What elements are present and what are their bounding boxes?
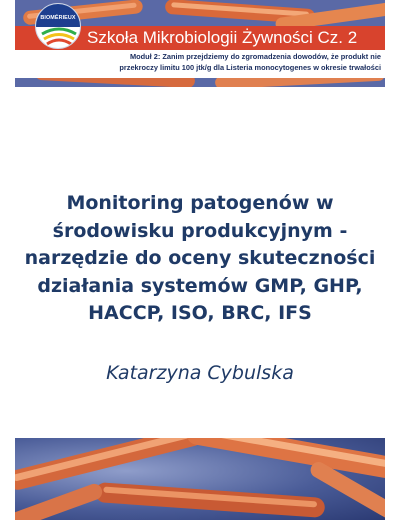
title-line-3: narzędzie do oceny skuteczności (24, 247, 376, 269)
footer-banner (15, 438, 385, 520)
presentation-title (20, 190, 380, 328)
biomerieux-logo (35, 3, 81, 49)
title-line-4: działania systemów GMP, GHP, (37, 274, 363, 297)
series-title: Szkoła Mikrobiologii Żywności Cz. 2 (87, 28, 358, 47)
author-name: Katarzyna Cybulska (106, 362, 294, 384)
module-subtitle-line-2: przekroczy limitu 100 jtk/g dla Listeria monocytogenes w okresie trwałości (119, 62, 381, 72)
title-line-1: Monitoring patogenów w (66, 192, 334, 214)
logo-text: BIOMÉRIEUX (40, 15, 76, 21)
module-subtitle (73, 52, 381, 73)
logo-arc-icon (36, 4, 81, 49)
module-subtitle-line-1: Moduł 2: Zanim przejdziemy do zgromadzenia dowodów, że produkt nie (129, 52, 381, 61)
title-line-2: środowisku produkcyjnym - (52, 219, 348, 242)
title-line-5: HACCP, ISO, BRC, IFS (88, 302, 312, 324)
header-banner (15, 0, 385, 87)
bacteria-illustration-bottom (15, 438, 385, 520)
